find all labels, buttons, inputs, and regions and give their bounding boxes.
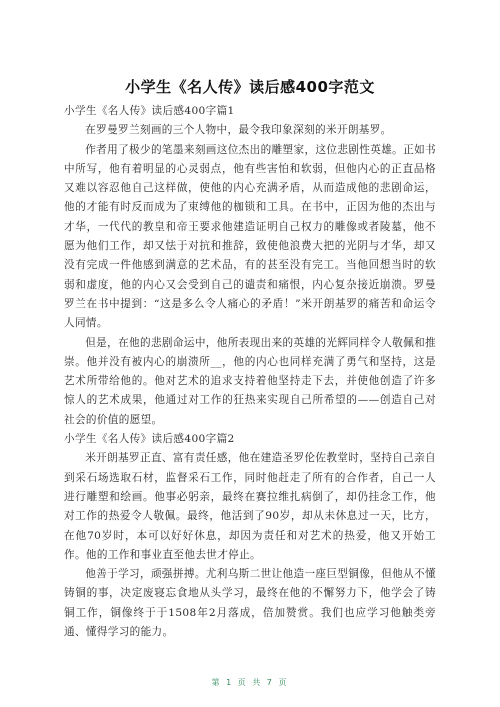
- document-body: [64, 102, 436, 642]
- body-paragraph: 他善于学习，顽强拼搏。尤利乌斯二世让他造一座巨型铜像，但他从不懂铸铜的事，决定废寝忘食地从头学习，最终在他的不懈努力下，他学会了铸铜工作，铜像终于于1508年2月落成，倍加赞赏。我们也应学习他触类旁通、懂得学习的能力。: [64, 568, 436, 639]
- body-paragraph: 在罗曼罗兰刻画的三个人物中，最令我印象深刻的米开朗基罗。: [85, 124, 392, 137]
- document-title: 小学生《名人传》读后感400字范文: [125, 78, 375, 96]
- body-paragraph: 米开朗基罗正直、富有责任感，他在建造圣罗伦佐教堂时，坚持自己亲自到采石场选取石材，监督采石工作，同时他赶走了所有的合作者，自己一人进行雕塑和绘画。他事必躬亲，最终在赛拉维扎病倒了，却仍挂念工作，他对工作的热爱令人敬佩。最终，他活到了90岁，却从未休息过一天，比方，在他70岁时，本可以好好休息，却因为责任和对艺术的热爱，他又开始工作。他的工作和事业直至他去世才停止。: [64, 452, 436, 561]
- body-paragraph: 作者用了极少的笔墨来刻画这位杰出的雕塑家，这位悲剧性英雄。正如书中所写，他有着明显的心灵弱点，他有些害怕和软弱，但他内心的正直品格又难以容忍他自己这样做，使他的内心充满矛盾，从而造成他的悲剧命运，他的才能有时反而成为了束缚他的枷锁和工具。在书中，正因为他的杰出与才华，一代代的教皇和帝王要求他建造证明自己权力的雕像或者陵墓，他不愿为他们工作，却又怯于对抗和推辞，致使他浪费大把的光阴与才华，却又没有完成一件他感到满意的艺术品，有的甚至没有完工。当他回想当时的软弱和虚度，他的内心又会受到自己的谴责和痛恨，内心复杂接近崩溃。罗曼罗兰在书中提到：“这是多么令人痛心的矛盾！”米开朗基罗的痛苦和命运令人同情。: [64, 143, 436, 330]
- section-heading: 小学生《名人传》读后感400字篇2: [64, 433, 235, 446]
- body-paragraph: 但是，在他的悲剧命运中，他所表现出来的英雄的光辉同样令人敬佩和推崇。他并没有被内心的崩溃所__，他的内心也同样充满了勇气和坚持，这是艺术所带给他的。他对艺术的追求支持着他坚持走下去，并使他创造了许多惊人的艺术成果，他通过对工作的狂热来实现自己所希望的——创造自己对社会的价值的愿望。: [64, 336, 436, 426]
- page-number-footer: 第 1 页 共 7 页: [211, 678, 289, 687]
- section-heading: 小学生《名人传》读后感400字篇1: [64, 105, 235, 117]
